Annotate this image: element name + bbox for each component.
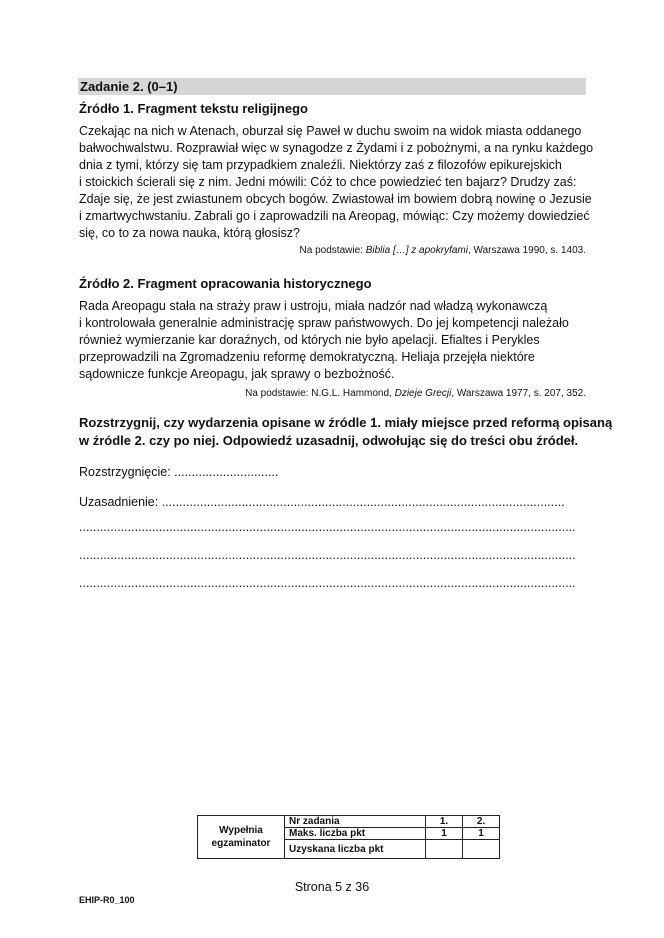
caption-suffix: , Warszawa 1990, s. 1403. bbox=[467, 245, 586, 256]
source1-line: Zdaje się, że jest zwiastunem obcych bogów. Zwiastował im bowiem dobrą nowinę o Jezusie bbox=[79, 192, 592, 206]
grade-task-1: 1. bbox=[426, 816, 463, 828]
grade-label-line2: egzaminator bbox=[211, 838, 271, 849]
decision-field[interactable]: Rozstrzygnięcie: .............................. bbox=[79, 465, 279, 479]
question-line: Rozstrzygnij, czy wydarzenia opisane w źródle 1. miały miejsce przed reformą opisaną bbox=[79, 415, 613, 430]
task-header: Zadanie 2. (0–1) bbox=[78, 78, 586, 95]
answer-line[interactable]: ............................................................................................................................................... bbox=[79, 548, 576, 562]
source1-line: i stoickich ścierali się z nim. Jedni mówili: Cóż to chce powiedzieć ten bajarz? Drudzy zaś: bbox=[79, 175, 577, 189]
source1-line: się, co to za nowa nauka, którą głosisz? bbox=[79, 226, 300, 240]
grade-obtained-2[interactable] bbox=[463, 840, 500, 859]
grade-table-label bbox=[198, 816, 285, 859]
source2-caption bbox=[245, 387, 586, 400]
source1-line: i zmartwychwstaniu. Zabrali go i zaprowadzili na Areopag, mówiąc: Czy możemy dowiedzieć bbox=[79, 209, 590, 223]
grade-max-2: 1 bbox=[463, 828, 500, 840]
caption-title: Biblia […] z apokryfami bbox=[365, 245, 468, 256]
grade-max-1: 1 bbox=[426, 828, 463, 840]
grade-label-line1: Wypełnia bbox=[219, 825, 263, 836]
caption-prefix: Na podstawie: N.G.L. Hammond, bbox=[245, 388, 395, 399]
question-text bbox=[79, 414, 613, 450]
grade-obtained-1[interactable] bbox=[426, 840, 463, 859]
answer-line[interactable]: ............................................................................................................................................... bbox=[79, 520, 576, 534]
source1-title: Źródło 1. Fragment tekstu religijnego bbox=[79, 101, 308, 116]
source2-line: Rada Areopagu stała na straży praw i ustroju, miała nadzór nad władzą wykonawczą bbox=[79, 299, 548, 313]
answer-line[interactable]: ............................................................................................................................................... bbox=[79, 576, 576, 590]
question-line: w źródle 2. czy po niej. Odpowiedź uzasadnij, odwołując się do treści obu źródeł. bbox=[79, 433, 579, 448]
source1-caption bbox=[300, 244, 586, 257]
source2-line: sądownicze funkcje Areopagu, jak sprawy o bezbożność. bbox=[79, 367, 395, 381]
source2-text bbox=[79, 298, 599, 383]
source2-title: Źródło 2. Fragment opracowania historycznego bbox=[79, 276, 372, 291]
grade-row-obtained-points: Uzyskana liczba pkt bbox=[285, 840, 426, 859]
grade-table bbox=[197, 815, 500, 859]
source2-line: i kontrolowała generalnie administrację spraw państwowych. Do jej kompetencji należało bbox=[79, 316, 569, 330]
grade-task-2: 2. bbox=[463, 816, 500, 828]
caption-suffix: , Warszawa 1977, s. 207, 352. bbox=[451, 388, 586, 399]
justification-field[interactable]: Uzasadnienie: .................................................................................................................... bbox=[79, 495, 565, 509]
grade-row-task-number: Nr zadania bbox=[285, 816, 426, 828]
source1-text bbox=[79, 123, 599, 242]
caption-prefix: Na podstawie: bbox=[299, 245, 366, 256]
caption-title: Dzieje Grecji bbox=[394, 388, 452, 399]
exam-code: EHIP-R0_100 bbox=[79, 895, 135, 905]
source2-line: również wymierzanie kar doraźnych, od których nie było apelacji. Efialtes i Perykles bbox=[79, 333, 540, 347]
grade-row-max-points: Maks. liczba pkt bbox=[285, 828, 426, 840]
source1-line: dnia z tymi, którzy się tam przypadkiem znaleźli. Niektórzy zaś z filozofów epikurejskich bbox=[79, 158, 562, 172]
source2-line: przeprowadzili na Zgromadzeniu reformę demokratyczną. Heliaja przejęła niektóre bbox=[79, 350, 535, 364]
source1-line: bałwochwalstwu. Rozprawiał więc w synagodze z Żydami i z pobożnymi, a na rynku każdego bbox=[79, 141, 594, 155]
source1-line: Czekając na nich w Atenach, oburzał się Paweł w duchu swoim na widok miasta oddanego bbox=[79, 124, 582, 138]
page-number: Strona 5 z 36 bbox=[294, 880, 370, 894]
